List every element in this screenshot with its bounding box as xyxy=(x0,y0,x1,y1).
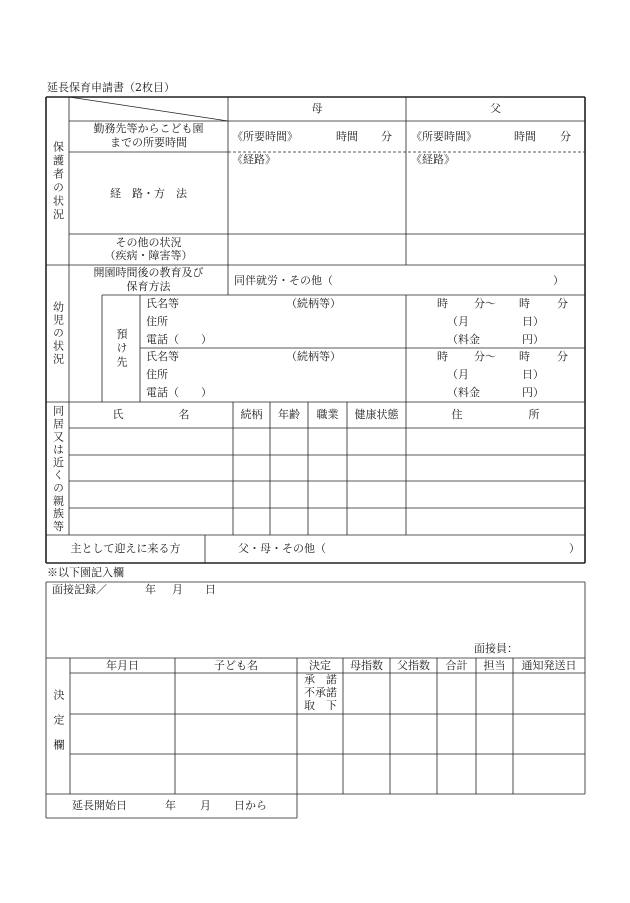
child-section-label-box xyxy=(46,265,69,402)
relatives-section-label-box xyxy=(46,402,69,535)
diagonal-rule xyxy=(69,97,228,121)
caretaker-from-hour: 時 xyxy=(437,350,448,363)
decision-header-decision: 決定 xyxy=(309,659,331,672)
office-note: ※以下園記入欄 xyxy=(47,566,124,579)
decision-option-approve: 承 諾 xyxy=(304,673,337,686)
caretaker-day-close: 日） xyxy=(522,315,544,328)
decision-option-withdraw: 取 下 xyxy=(304,699,337,712)
caretaker-fee-open: （料金 xyxy=(447,386,480,399)
after-hours-value-close: ） xyxy=(553,274,564,287)
other-status-label-line1: その他の状況 xyxy=(115,236,182,249)
guardian-section-label: 保護者の状況 xyxy=(51,140,65,222)
caretaker-name-label: 氏名等 xyxy=(146,350,179,363)
decision-option-reject: 不承諾 xyxy=(304,686,337,699)
caretaker-to-hour: 時 xyxy=(519,297,530,310)
start-date-day-suffix: 日から xyxy=(234,799,267,812)
decision-header-total: 合計 xyxy=(445,659,468,672)
child-section-label: 幼児の状況 xyxy=(51,301,65,366)
commute-label-line1: 勤務先等からこども園 xyxy=(93,122,204,135)
mother-commute-tag: 《所要時間》 xyxy=(232,130,298,143)
interview-month: 月 xyxy=(172,583,183,596)
start-date-year: 年 xyxy=(165,799,176,812)
pickup-value-close: ） xyxy=(569,542,580,555)
caretaker-month-open: （月 xyxy=(447,315,469,328)
guardian-section-label-box xyxy=(46,97,69,265)
after-hours-label-line1: 開園時間後の教育及び xyxy=(93,266,204,279)
caretaker-address-label: 住所 xyxy=(146,368,168,381)
other-status-label-line2: （疾病・障害等） xyxy=(104,249,193,262)
relatives-header-name: 氏 名 xyxy=(112,408,190,421)
relatives-header-age: 年齢 xyxy=(278,408,300,421)
caretaker-address-label: 住所 xyxy=(146,315,168,328)
commute-label-line2: までの所要時間 xyxy=(110,136,187,149)
caretaker-fee-close: 円） xyxy=(522,386,544,399)
decision-section-label-box xyxy=(46,658,70,794)
caretaker-fee-close: 円） xyxy=(522,333,544,346)
interview-day: 日 xyxy=(205,583,216,596)
father-column-header: 父 xyxy=(490,102,501,115)
caretaker-phone-label: 電話（ ） xyxy=(146,333,212,346)
interviewer-label: 面接員： xyxy=(474,642,518,655)
after-hours-value-open: 同伴就労・その他（ xyxy=(234,274,333,287)
relatives-header-occupation: 職業 xyxy=(316,408,339,421)
pickup-value-open: 父・母・その他（ xyxy=(238,542,326,555)
decision-header-date: 年月日 xyxy=(106,659,139,672)
decision-section-label: 決定欄 xyxy=(52,688,65,764)
decision-header-child-name: 子ども名 xyxy=(214,659,258,672)
relatives-header-health: 健康状態 xyxy=(354,408,399,421)
relatives-section-label: 同居又は近くの親族等 xyxy=(51,404,65,533)
interview-year: 年 xyxy=(145,583,156,596)
mother-commute-hours: 時間 xyxy=(336,130,358,143)
caretaker-name-label: 氏名等 xyxy=(146,297,179,310)
decision-header-staff: 担当 xyxy=(483,659,506,672)
start-date-label: 延長開始日 xyxy=(72,799,127,812)
route-label: 経 路・方 法 xyxy=(110,187,187,200)
caretaker-from-minute: 分～ xyxy=(474,297,496,310)
caretaker-month-open: （月 xyxy=(447,368,469,381)
father-commute-tag: 《所要時間》 xyxy=(411,130,477,143)
interview-label: 面接記録／ xyxy=(52,583,107,596)
caretaker-to-hour: 時 xyxy=(519,350,530,363)
after-hours-label-line2: 保育方法 xyxy=(126,280,171,293)
father-route-tag: 《経路》 xyxy=(411,153,455,166)
caretaker-phone-label: 電話（ ） xyxy=(146,386,212,399)
caretaker-label-box xyxy=(102,295,140,402)
start-date-month: 月 xyxy=(200,799,211,812)
caretaker-relation-label: （続柄等） xyxy=(286,297,341,310)
caretaker-to-minute: 分 xyxy=(557,350,568,363)
relatives-header-address: 住 所 xyxy=(451,408,540,421)
caretaker-day-close: 日） xyxy=(522,368,544,381)
decision-header-mother-index: 母指数 xyxy=(350,659,383,672)
decision-header-father-index: 父指数 xyxy=(397,659,430,672)
caretaker-to-minute: 分 xyxy=(557,297,568,310)
caretaker-relation-label: （続柄等） xyxy=(286,350,341,363)
caretaker-from-hour: 時 xyxy=(437,297,448,310)
relatives-header-relation: 続柄 xyxy=(240,408,263,421)
father-commute-minutes: 分 xyxy=(560,130,571,143)
pickup-label: 主として迎えに来る方 xyxy=(70,542,181,555)
caretaker-label: 預け先 xyxy=(115,327,128,370)
mother-commute-minutes: 分 xyxy=(381,130,392,143)
mother-column-header: 母 xyxy=(311,102,323,115)
father-commute-hours: 時間 xyxy=(514,130,536,143)
mother-route-tag: 《経路》 xyxy=(232,153,276,166)
caretaker-fee-open: （料金 xyxy=(447,333,480,346)
form-title: 延長保育申請書（2枚目） xyxy=(47,81,175,94)
caretaker-from-minute: 分～ xyxy=(474,350,496,363)
decision-header-notice-date: 通知発送日 xyxy=(521,659,577,672)
